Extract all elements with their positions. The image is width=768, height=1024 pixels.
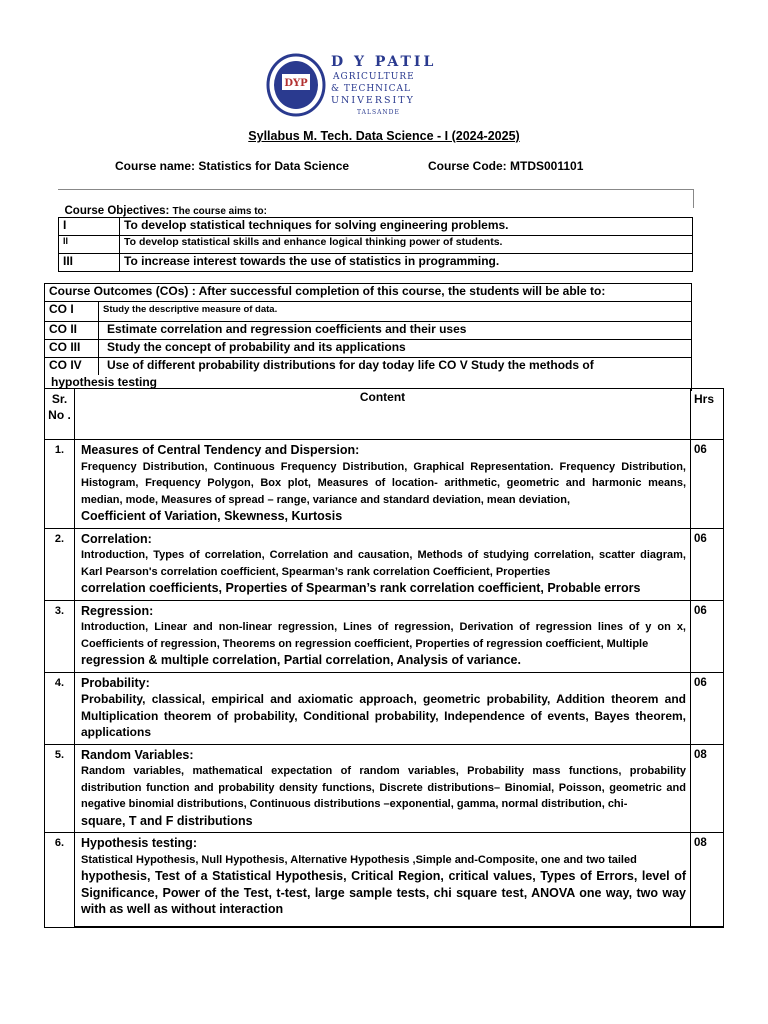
sr-no-header: Sr. No . (45, 389, 75, 440)
row-sr: 2. (45, 528, 75, 600)
row-body: Random variables, mathematical expectation of random variables, Probability mass functions, probability distribution function and probability density functions, Discrete distributions– Binomial, Poisson, geometric and negative binomial distributions, Continuous distributions –exponential, gamma, normal distribution, chi- (81, 765, 686, 810)
logo-line-4: UNIVERSITY (331, 95, 415, 106)
objectives-heading: Course Objectives: (64, 205, 170, 217)
table-row (45, 744, 724, 833)
course-name: Course name: Statistics for Data Science (115, 159, 350, 173)
row-hrs: 06 (691, 440, 724, 529)
course-code: Course Code: MTDS001101 (428, 159, 584, 173)
row-sr: 6. (45, 833, 75, 928)
row-title: Correlation: (81, 531, 152, 546)
logo-line-5: TALSANDE (357, 109, 400, 116)
outcomes-table (44, 283, 692, 391)
row-title: Hypothesis testing: (81, 836, 197, 850)
table-row (45, 833, 724, 928)
row-title: Random Variables: (81, 747, 194, 762)
outcome-overflow: hypothesis testing (45, 375, 692, 391)
objective-text: To increase interest towards the use of statistics in programming. (120, 254, 693, 272)
row-sr: 1. (45, 440, 75, 529)
logo-line-1: D Y PATIL (331, 54, 437, 70)
objectives-table (58, 205, 693, 272)
objective-text: To develop statistical skills and enhance logical thinking power of students. (120, 236, 693, 254)
row-body: Introduction, Linear and non-linear regression, Lines of regression, Derivation of regression lines of y on x, Coefficients of regression, Theorems on regression coefficient, Properties of regression coefficient, Multiple (81, 621, 686, 650)
logo-line-3: & TECHNICAL (331, 84, 411, 94)
logo-line-2: AGRICULTURE (333, 72, 415, 82)
table-row (45, 600, 724, 672)
row-tail: regression & multiple correlation, Partial correlation, Analysis of variance. (81, 653, 521, 667)
objective-num: II (59, 236, 120, 254)
outcome-text: Study the concept of probability and its applications (99, 340, 692, 358)
row-title: Probability: (81, 675, 150, 690)
row-sr: 3. (45, 600, 75, 672)
objective-num: III (59, 254, 120, 272)
outcome-id: CO III (45, 340, 99, 358)
row-hrs: 08 (691, 744, 724, 833)
table-row (45, 528, 724, 600)
row-hrs: 08 (691, 833, 724, 928)
logo-badge: DYP (284, 78, 308, 89)
row-title: Measures of Central Tendency and Dispersion: (81, 443, 360, 457)
row-body: Frequency Distribution, Continuous Frequency Distribution, Graphical Representation. Frequency Distribution, Histogram, Frequency Polygon, Box plot, Measures of location- arithmetic, geometric and harmonic means, median, mode, Measures of spread – range, variance and standard deviation, mean deviation, (81, 460, 686, 506)
row-body: Probability, classical, empirical and axiomatic approach, geometric probability, Addition theorem and Multiplication theorem of probability, Conditional probability, Independence of events, Bayes theorem, applications (81, 692, 686, 739)
outcome-id: CO IV (45, 358, 99, 376)
outcome-id: CO I (45, 302, 99, 322)
outcome-text: Use of different probability distributions for day today life CO V Study the methods of (99, 358, 692, 376)
row-tail: square, T and F distributions (81, 813, 253, 828)
objective-text: To develop statistical techniques for solving engineering problems. (120, 218, 693, 236)
objective-num: I (59, 218, 120, 236)
row-sr: 5. (45, 744, 75, 833)
outcome-text: Study the descriptive measure of data. (99, 302, 692, 322)
row-body: Introduction, Types of correlation, Correlation and causation, Methods of studying correlation, scatter diagram, Karl Pearson's correlation coefficient, Spearman’s rank correlation Coefficient, Properties (81, 549, 686, 578)
row-sr: 4. (45, 672, 75, 744)
row-tail: correlation coefficients, Properties of Spearman’s rank correlation coefficient, Probable errors (81, 581, 641, 595)
outcomes-heading: Course Outcomes (COs) : After successful completion of this course, the students will be able to: (45, 284, 692, 302)
row-hrs: 06 (691, 672, 724, 744)
university-logo (265, 52, 440, 120)
page-title: Syllabus M. Tech. Data Science - I (2024-2025) (248, 129, 520, 143)
objectives-subheading: The course aims to: (172, 206, 267, 217)
row-hrs: 06 (691, 528, 724, 600)
outcome-id: CO II (45, 322, 99, 340)
table-row (45, 440, 724, 529)
outcome-text: Estimate correlation and regression coefficients and their uses (99, 322, 692, 340)
row-tail: Coefficient of Variation, Skewness, Kurtosis (81, 509, 343, 523)
row-tail: hypothesis, Test of a Statistical Hypothesis, Critical Region, critical values, Types of Errors, level of Significance, Power of the Test, t-test, large sample tests, chi square test, ANOVA one way, two way with as well as without interaction (81, 869, 686, 916)
row-title: Regression: (81, 603, 154, 618)
content-header: Content (75, 389, 691, 440)
table-row (45, 672, 724, 744)
hrs-header: Hrs (691, 389, 724, 440)
syllabus-table (44, 388, 724, 928)
row-hrs: 06 (691, 600, 724, 672)
row-body: Statistical Hypothesis, Null Hypothesis, Alternative Hypothesis ,Simple and-Composite, one and two tailed (81, 853, 637, 866)
